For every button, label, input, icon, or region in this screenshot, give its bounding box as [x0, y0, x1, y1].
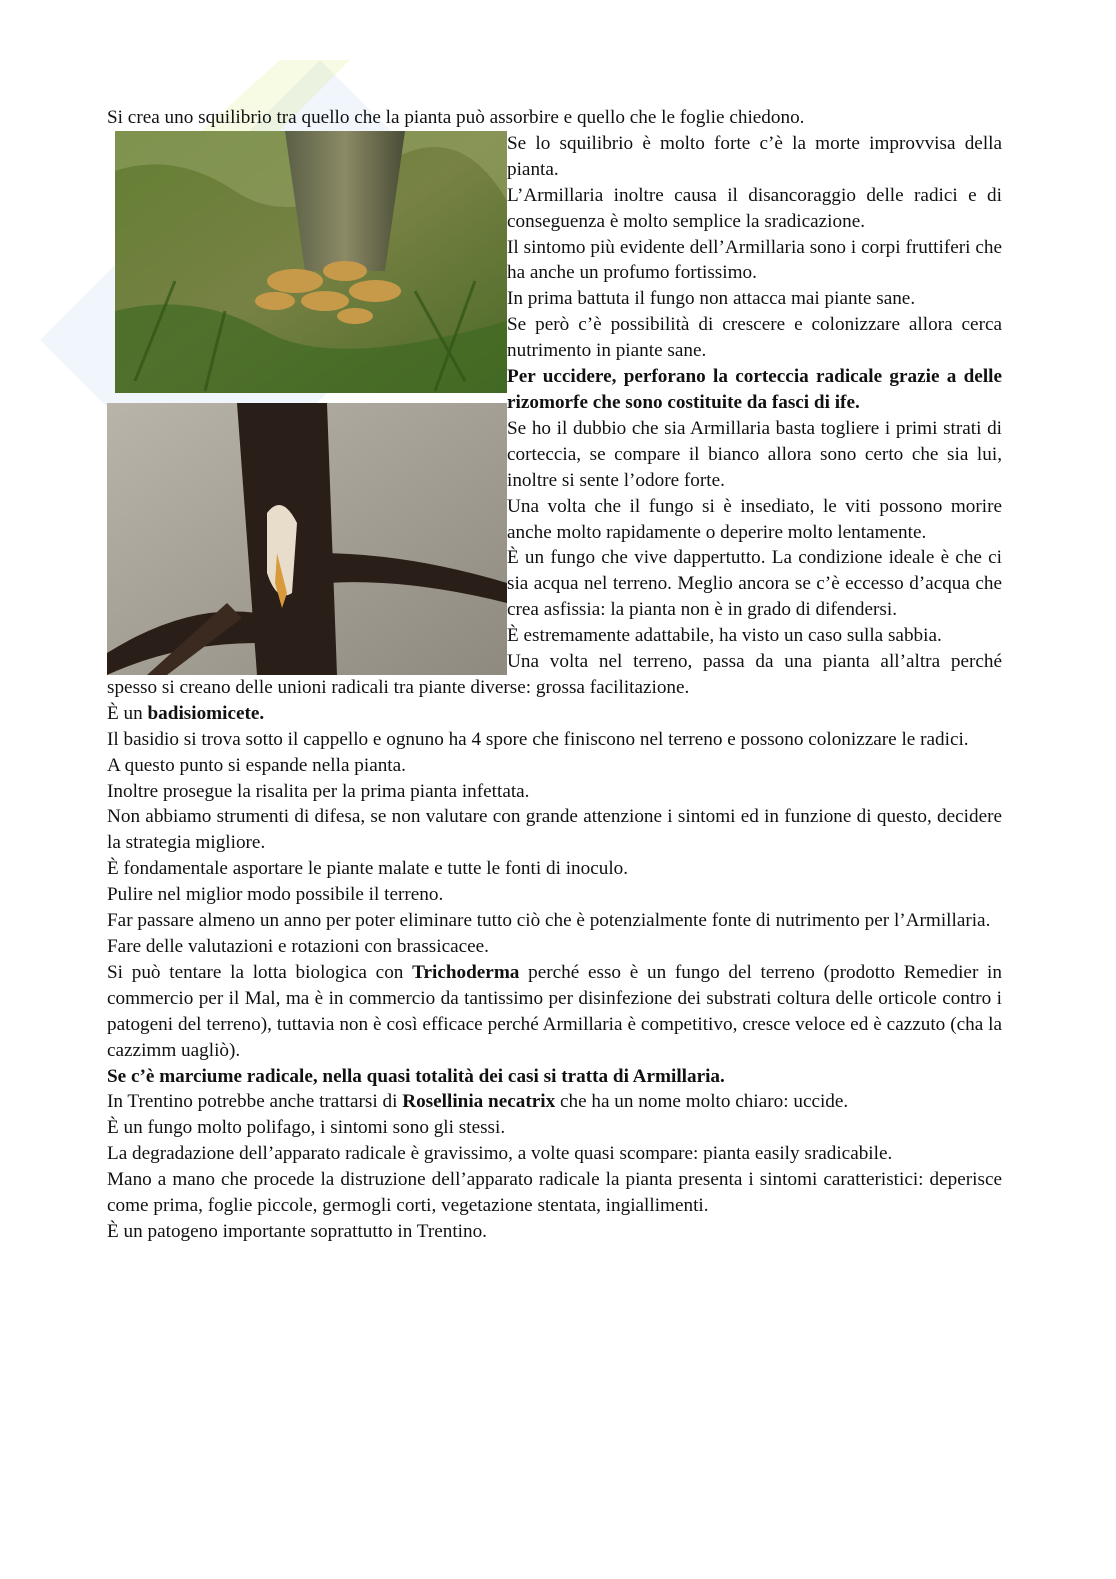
mushroom-cluster-photo [115, 131, 507, 393]
bold-text: Se c’è marciume radicale, nella quasi totalità dei casi si tratta di Armillaria. [107, 1065, 725, 1087]
figure-column [107, 131, 507, 675]
paragraph: È un patogeno importante soprattutto in Trentino. [107, 1220, 487, 1242]
text-span: Si può tentare la lotta biologica con [107, 961, 413, 983]
paragraph: È fondamentale asportare le piante malate e tutte le fonti di inoculo. [107, 858, 629, 880]
paragraph [107, 1089, 1002, 1115]
paragraph: Far passare almeno un anno per poter eliminare tutto ciò che è potenzialmente fonte di nutrimento per l’Armillaria. [107, 910, 991, 932]
paragraph: A questo punto si espande nella pianta. [107, 754, 406, 776]
paragraph: Pulire nel miglior modo possibile il terreno. [107, 884, 444, 906]
photo-mushrooms [115, 131, 507, 393]
text-span: perché esso è un fungo del terreno (prodotto Remedier in commercio per il Mal, ma è in commercio da tantissimo per disinfezione dei substrati coltura delle orticole contro i patogeni del terreno), tuttavia non è così efficace perché Armillaria è competitivo, cresce veloce ed è cazzuto (cha la cazzimm uagliò). [107, 961, 1002, 1061]
bold-text: badisiomicete. [147, 702, 265, 724]
paragraph: È un fungo che vive dappertutto. La condizione ideale è che ci sia acqua nel terreno. Meglio ancora se c’è eccesso d’acqua che crea asfissia: la pianta non è in grado di difendersi. [507, 547, 1002, 621]
text-span: che ha un nome molto chiaro: uccide. [555, 1091, 849, 1113]
paragraph: Si crea uno squilibrio tra quello che la pianta può assorbire e quello che le foglie chiedono. [107, 107, 805, 128]
paragraph [107, 701, 1002, 727]
paragraph: La degradazione dell’apparato radicale è gravissimo, a volte quasi scompare: pianta easily sradicabile. [107, 1143, 893, 1165]
paragraph-bold [107, 1064, 1002, 1090]
paragraph: Una volta nel terreno, passa da una pianta all’altra perché spesso si creano delle unioni radicali tra piante diverse: grossa facilitazione. [107, 651, 1002, 698]
paragraph: Se lo squilibrio è molto forte c’è la morte improvvisa della pianta. [507, 132, 1002, 180]
paragraph: Se però c’è possibilità di crescere e colonizzare allora cerca nutrimento in piante sane. [507, 314, 1002, 362]
paragraph: Il basidio si trova sotto il cappello e ognuno ha 4 spore che finiscono nel terreno e possono colonizzare le radici. [107, 728, 969, 750]
paragraph: Non abbiamo strumenti di difesa, se non valutare con grande attenzione i sintomi ed in funzione di questo, decidere la strategia migliore. [107, 806, 1002, 854]
paragraph: Inoltre prosegue la risalita per la prima pianta infettata. [107, 780, 530, 802]
paragraph: Mano a mano che procede la distruzione dell’apparato radicale la pianta presenta i sintomi caratteristici: deperisce come prima, foglie piccole, germogli corti, vegetazione stentata, ingiallimenti. [107, 1169, 1002, 1217]
paragraph: Fare delle valutazioni e rotazioni con brassicacee. [107, 936, 489, 957]
text-span: In Trentino potrebbe anche trattarsi di [107, 1091, 403, 1113]
paragraph: È un fungo molto polifago, i sintomi sono gli stessi. [107, 1117, 506, 1139]
paragraph: In prima battuta il fungo non attacca mai piante sane. [507, 288, 916, 310]
paragraph [107, 960, 1002, 1064]
rotten-root-photo [107, 403, 507, 675]
paragraph: L’Armillaria inoltre causa il disancoraggio delle radici e di conseguenza è molto semplice la sradicazione. [507, 184, 1002, 232]
bold-text: Per uccidere, perforano la corteccia radicale grazie a delle rizomorfe che sono costituite da fasci di ife. [507, 366, 1002, 413]
paragraph: Il sintomo più evidente dell’Armillaria sono i corpi fruttiferi che ha anche un profumo fortissimo. [507, 236, 1002, 284]
paragraph: È estremamente adattabile, ha visto un caso sulla sabbia. [507, 625, 942, 647]
paragraph: Una volta che il fungo si è insediato, le viti possono morire anche molto rapidamente o deperire molto lentamente. [507, 495, 1002, 543]
bold-text: Trichoderma [412, 961, 520, 983]
paragraph: Se ho il dubbio che sia Armillaria basta togliere i primi strati di corteccia, se compare il bianco allora sono certo che sia lui, inoltre si sente l’odore forte. [507, 417, 1002, 491]
photo-rotten-root [107, 403, 507, 675]
bold-text: Rosellinia necatrix [402, 1091, 556, 1113]
text-span: È un [107, 702, 148, 724]
document-text [107, 105, 1002, 1245]
